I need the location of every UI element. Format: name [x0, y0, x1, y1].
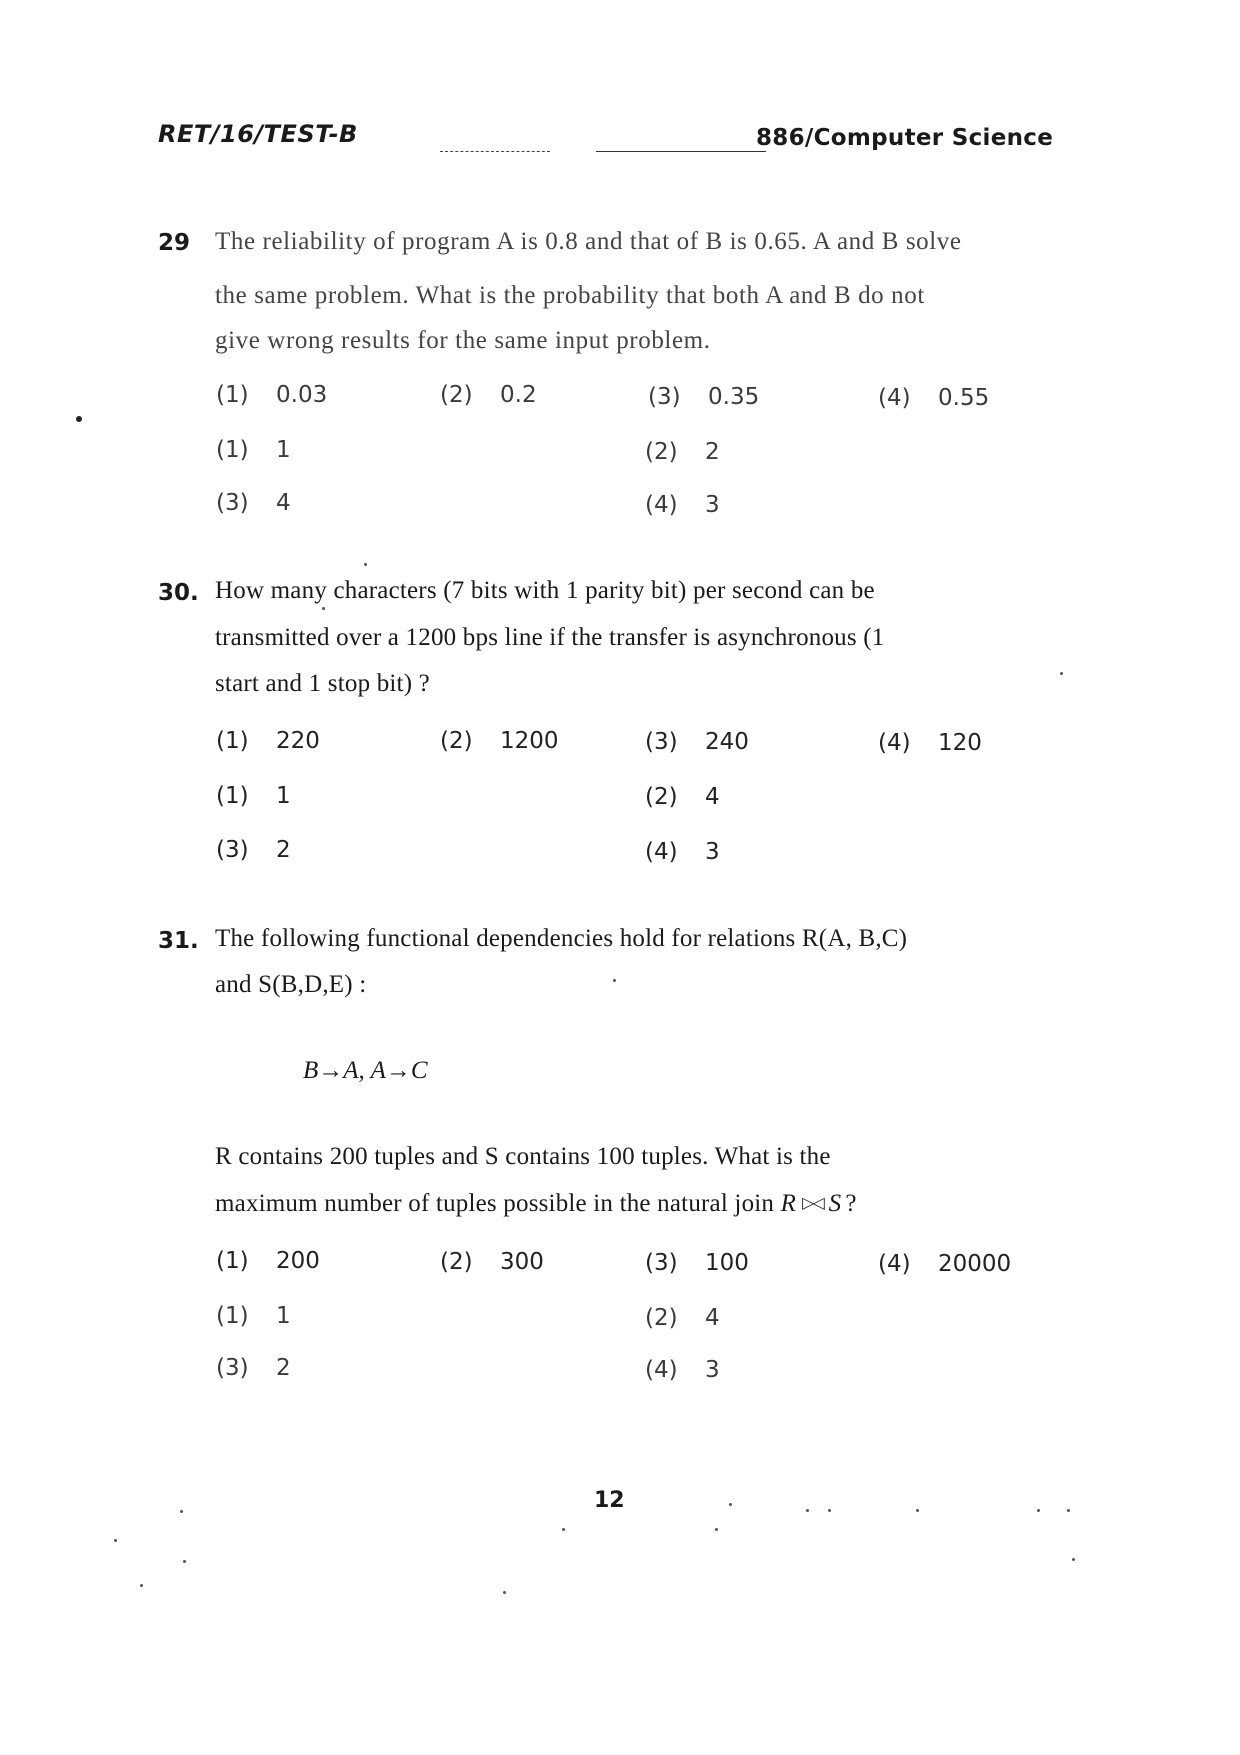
- option: [878, 1251, 1011, 1277]
- option: [648, 384, 759, 410]
- header-rule: [440, 151, 550, 152]
- scan-speck: [1067, 1509, 1070, 1512]
- scan-speck: [916, 1509, 919, 1512]
- answer-choice: [216, 1303, 291, 1329]
- answer-value: 3: [705, 492, 720, 518]
- scan-speck: [140, 1584, 143, 1587]
- option-label: (2): [440, 1249, 473, 1275]
- answer-value: 3: [705, 1357, 720, 1383]
- question-text: the same problem. What is the probability that both A and B do not: [215, 282, 925, 309]
- option-value: 0.35: [708, 384, 760, 410]
- option-label: (4): [878, 385, 911, 411]
- question-text: The reliability of program A is 0.8 and that of B is 0.65. A and B solve: [215, 228, 962, 255]
- answer-choice: [216, 437, 291, 463]
- answer-label: (2): [645, 1305, 678, 1331]
- answer-value: 1: [276, 783, 291, 809]
- option-value: 200: [276, 1248, 320, 1274]
- scan-speck: [322, 607, 325, 610]
- option-label: (4): [878, 730, 911, 756]
- answer-label: (4): [645, 492, 678, 518]
- page-number: 12: [594, 1488, 625, 1513]
- answer-value: 3: [705, 839, 720, 865]
- scan-speck: [364, 563, 367, 566]
- option-label: (2): [440, 382, 473, 408]
- answer-choice: [216, 1355, 291, 1381]
- answer-value: 2: [276, 1355, 291, 1381]
- answer-choice: [216, 837, 291, 863]
- option-label: (2): [440, 728, 473, 754]
- relation-r: R: [780, 1190, 797, 1217]
- option: [878, 730, 982, 756]
- answer-choice: [645, 439, 720, 465]
- answer-choice: [216, 490, 291, 516]
- answer-choice: [645, 784, 720, 810]
- option: [216, 382, 327, 408]
- scan-speck: [183, 1560, 186, 1563]
- question-number: 31.: [158, 928, 199, 954]
- question-text: How many characters (7 bits with 1 parity bit) per second can be: [215, 577, 875, 604]
- option-value: 20000: [938, 1251, 1012, 1277]
- question-number: 29: [158, 230, 191, 256]
- answer-label: (1): [216, 783, 249, 809]
- answer-value: 2: [705, 439, 720, 465]
- option: [440, 382, 537, 408]
- option-label: (1): [216, 728, 249, 754]
- option-value: 1200: [500, 728, 559, 754]
- option-value: 0.2: [500, 382, 537, 408]
- question-text: start and 1 stop bit) ?: [215, 670, 430, 697]
- option: [645, 729, 749, 755]
- answer-label: (1): [216, 437, 249, 463]
- question-text-join: [215, 1190, 857, 1218]
- relation-s: S: [828, 1190, 842, 1217]
- answer-choice: [645, 1305, 720, 1331]
- answer-label: (2): [645, 784, 678, 810]
- answer-label: (4): [645, 1357, 678, 1383]
- scan-speck: [76, 416, 82, 422]
- option-label: (1): [216, 382, 249, 408]
- answer-label: (4): [645, 839, 678, 865]
- option: [645, 1250, 749, 1276]
- answer-value: 4: [705, 784, 720, 810]
- scan-speck: [503, 1591, 506, 1594]
- option: [440, 728, 559, 754]
- answer-value: 4: [276, 490, 291, 516]
- option-value: 100: [705, 1250, 749, 1276]
- option: [216, 1248, 320, 1274]
- question-text: maximum number of tuples possible in the natural join: [215, 1190, 781, 1217]
- scan-speck: [1072, 1558, 1075, 1561]
- question-text: and S(B,D,E) :: [215, 971, 367, 998]
- answer-label: (2): [645, 439, 678, 465]
- scan-speck: [828, 1509, 831, 1512]
- scan-speck: [715, 1528, 718, 1531]
- scan-speck: [806, 1509, 809, 1512]
- dependency-formula: B→A, A→C: [303, 1057, 428, 1084]
- option-label: (4): [878, 1251, 911, 1277]
- option: [440, 1249, 544, 1275]
- answer-choice: [216, 783, 291, 809]
- option: [216, 728, 320, 754]
- option-label: (3): [645, 729, 678, 755]
- option: [878, 385, 989, 411]
- question-mark: ?: [845, 1190, 857, 1217]
- option-label: (1): [216, 1248, 249, 1274]
- option-value: 240: [705, 729, 749, 755]
- option-value: 0.03: [276, 382, 328, 408]
- option-label: (3): [645, 1250, 678, 1276]
- option-value: 120: [938, 730, 982, 756]
- answer-label: (3): [216, 837, 249, 863]
- answer-label: (3): [216, 490, 249, 516]
- paper-code: RET/16/TEST-B: [158, 120, 358, 148]
- answer-choice: [645, 492, 720, 518]
- question-text: R contains 200 tuples and S contains 100 tuples. What is the: [215, 1143, 831, 1170]
- answer-label: (1): [216, 1303, 249, 1329]
- question-text: The following functional dependencies hold for relations R(A, B,C): [215, 925, 908, 952]
- natural-join-symbol: ▷◁: [802, 1195, 823, 1212]
- answer-value: 1: [276, 1303, 291, 1329]
- scan-speck: [1037, 1509, 1040, 1512]
- answer-value: 2: [276, 837, 291, 863]
- scan-speck: [613, 979, 616, 982]
- scan-speck: [1060, 672, 1063, 675]
- option-value: 220: [276, 728, 320, 754]
- option-value: 300: [500, 1249, 544, 1275]
- answer-label: (3): [216, 1355, 249, 1381]
- question-text: give wrong results for the same input problem.: [215, 327, 711, 354]
- scan-speck: [729, 1503, 732, 1506]
- scan-speck: [114, 1539, 117, 1542]
- scan-speck: [180, 1510, 183, 1513]
- question-text: transmitted over a 1200 bps line if the transfer is asynchronous (1: [215, 624, 885, 651]
- answer-value: 1: [276, 437, 291, 463]
- answer-choice: [645, 1357, 720, 1383]
- question-number: 30.: [158, 580, 199, 606]
- header-rule: [596, 151, 766, 152]
- scan-speck: [562, 1528, 565, 1531]
- answer-choice: [645, 839, 720, 865]
- option-label: (3): [648, 384, 681, 410]
- answer-value: 4: [705, 1305, 720, 1331]
- option-value: 0.55: [938, 385, 990, 411]
- subject-title: 886/Computer Science: [756, 125, 1054, 151]
